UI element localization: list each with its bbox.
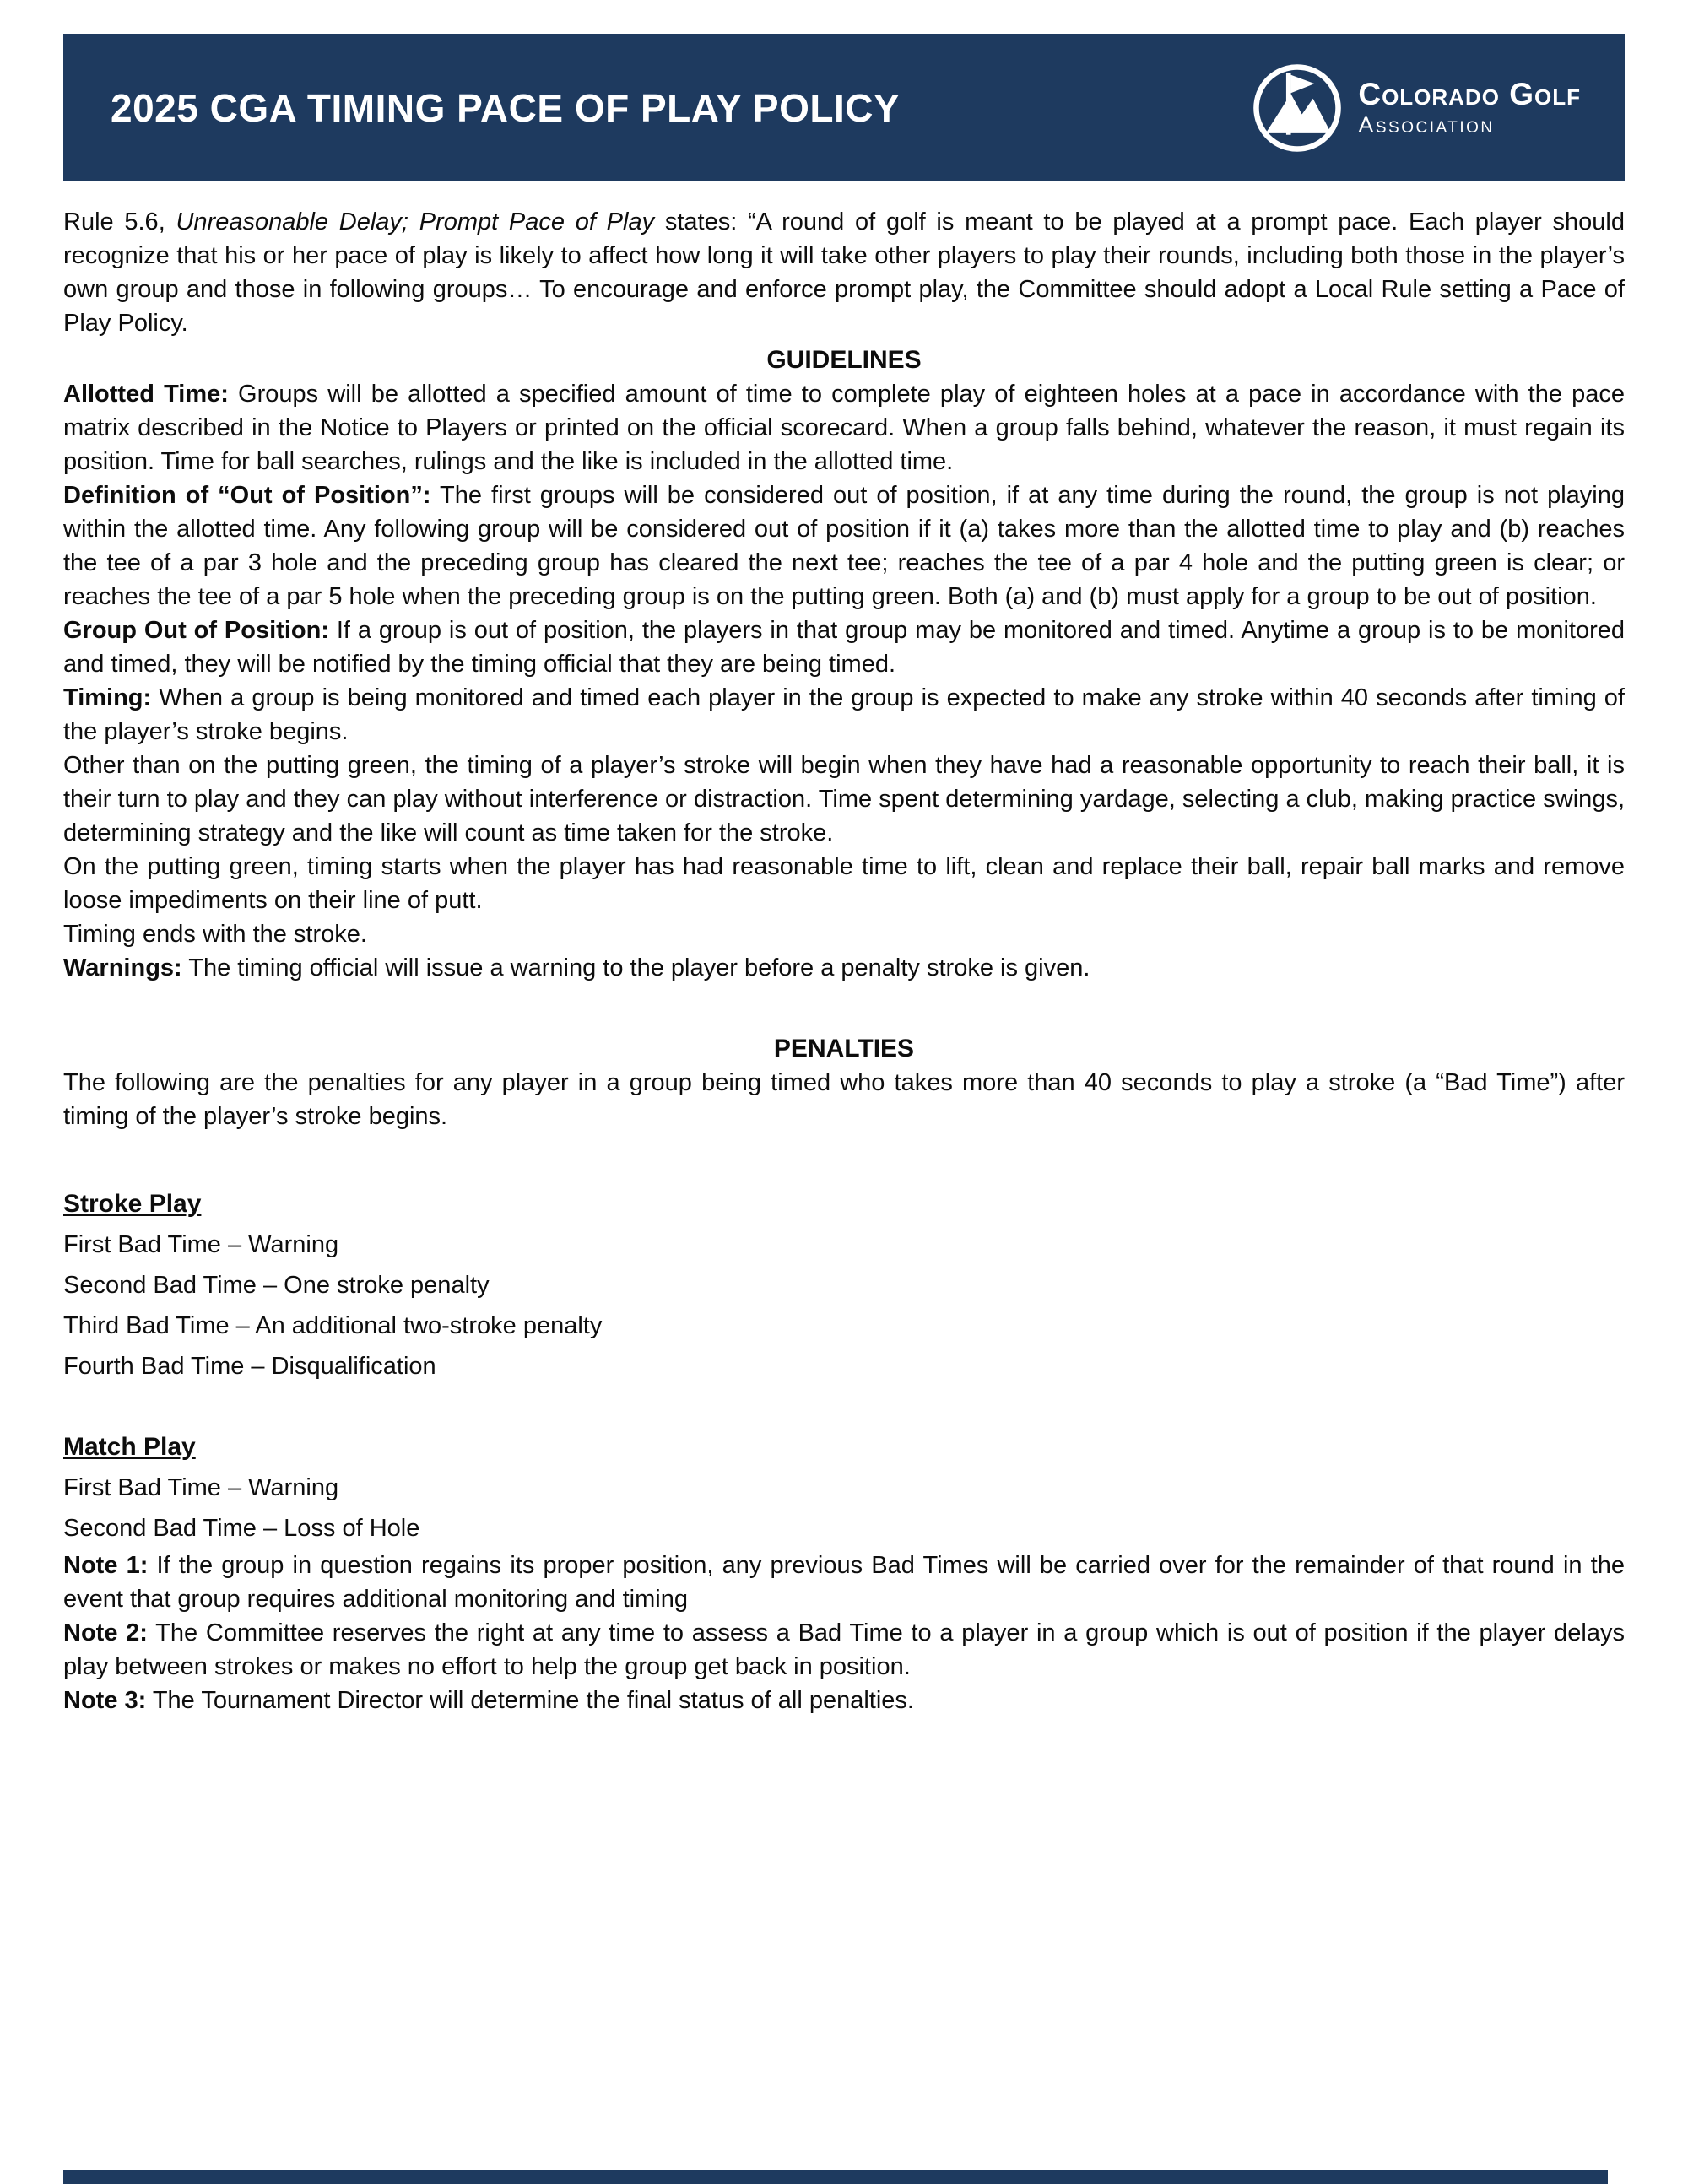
intro-rule-name: Unreasonable Delay; Prompt Pace of Play	[176, 208, 655, 235]
timing-ends-paragraph: Timing ends with the stroke.	[63, 921, 367, 948]
list-item: Second Bad Time – One stroke penalty	[63, 1272, 490, 1299]
putting-green-paragraph: On the putting green, timing starts when the player has had reasonable time to lift, clean and replace their ball, repair ball marks and remove loose impediments on their line of putt.	[63, 853, 1625, 914]
header-band	[63, 34, 1625, 181]
note-3-paragraph: Note 3: The Tournament Director will determine the final status of all penalties.	[63, 1687, 914, 1714]
penalties-heading: PENALTIES	[773, 1035, 915, 1062]
out-of-position-label: Definition of “Out of Position”:	[63, 482, 431, 509]
stroke-play-list	[63, 1224, 1625, 1387]
note-3-label: Note 3:	[63, 1687, 147, 1714]
list-item: Second Bad Time – Loss of Hole	[63, 1515, 420, 1542]
list-item: Fourth Bad Time – Disqualification	[63, 1353, 436, 1380]
note-1-paragraph: Note 1: If the group in question regains its proper position, any previous Bad Times will be carried over for the remainder of that round in the event that group requires additional monitoring and timing	[63, 1552, 1625, 1613]
stroke-play-heading: Stroke Play	[63, 1190, 202, 1218]
timing-label: Timing:	[63, 684, 152, 711]
note-2-paragraph: Note 2: The Committee reserves the right at any time to assess a Bad Time to a player in a group which is out of position if the player delays play between strokes or makes no effort to help the group get back in position.	[63, 1619, 1625, 1680]
allotted-time-paragraph: Allotted Time: Groups will be allotted a specified amount of time to complete play of eighteen holes at a pace in accordance with the pace matrix described in the Notice to Players or printed on the official scorecard. When a group falls behind, whatever the reason, it must regain its position. Time for ball searches, rulings and the like is included in the allotted time.	[63, 381, 1625, 475]
footer-band	[63, 2170, 1608, 2184]
group-out-of-position-paragraph: Group Out of Position: If a group is out of position, the players in that group may be monitored and timed. Anytime a group is to be monitored and timed, they will be notified by the timing official that they are being timed.	[63, 617, 1625, 678]
list-item: Third Bad Time – An additional two-stroke penalty	[63, 1312, 603, 1339]
intro-paragraph	[63, 205, 1625, 340]
match-play-list	[63, 1468, 1625, 1549]
cga-logo-text	[1358, 78, 1581, 137]
timing-paragraph: Timing: When a group is being monitored and timed each player in the group is expected to make any stroke within 40 seconds after timing of the player’s stroke begins.	[63, 684, 1625, 745]
list-item: First Bad Time – Warning	[63, 1474, 339, 1501]
intro-pre: Rule 5.6,	[63, 208, 176, 235]
note-1-label: Note 1:	[63, 1552, 149, 1579]
timing-start-paragraph: Other than on the putting green, the timing of a player’s stroke will begin when they have had a reasonable opportunity to reach their ball, it is their turn to play and they can play without interference or distraction. Time spent determining yardage, selecting a club, making practice swings, determining strategy and the like will count as time taken for the stroke.	[63, 752, 1625, 846]
cga-logo-name: Colorado Golf	[1358, 76, 1581, 111]
intro-post: states: “A round of golf is meant to be played at a prompt pace. Each player should recognize that his or her pace of play is likely to affect how long it will take other players to play their rounds, including both those in the player’s own group and those in following groups… To encourage and enforce prompt play, the Committee should adopt a Local Rule setting a Pace of Play Policy.	[63, 208, 1625, 337]
match-play-heading: Match Play	[63, 1433, 196, 1461]
warnings-paragraph: Warnings: The timing official will issue a warning to the player before a penalty stroke is given.	[63, 954, 1090, 981]
out-of-position-definition-paragraph: Definition of “Out of Position”: The first groups will be considered out of position, if at any time during the round, the group is not playing within the allotted time. Any following group will be considered out of position if it (a) takes more than the allotted time to play and (b) reaches the tee of a par 3 hole and the preceding group has cleared the next tee; reaches the tee of a par 4 hole and the putting green is clear; or reaches the tee of a par 5 hole when the preceding group is on the putting green. Both (a) and (b) must apply for a group to be out of position.	[63, 482, 1625, 610]
document-body	[63, 205, 1625, 1717]
warnings-label: Warnings:	[63, 954, 182, 981]
page-title: 2025 CGA TIMING PACE OF PLAY POLICY	[111, 85, 901, 130]
note-2-label: Note 2:	[63, 1619, 148, 1646]
group-out-of-position-label: Group Out of Position:	[63, 617, 329, 644]
list-item: First Bad Time – Warning	[63, 1231, 339, 1258]
penalties-intro-paragraph: The following are the penalties for any player in a group being timed who takes more than 40 seconds to play a stroke (a “Bad Time”) after timing of the player’s stroke begins.	[63, 1069, 1625, 1130]
allotted-time-label: Allotted Time:	[63, 381, 229, 408]
cga-logo-icon	[1250, 61, 1344, 155]
guidelines-heading: GUIDELINES	[766, 346, 922, 374]
cga-logo-subtitle: Association	[1358, 111, 1495, 138]
cga-logo	[1250, 61, 1581, 155]
